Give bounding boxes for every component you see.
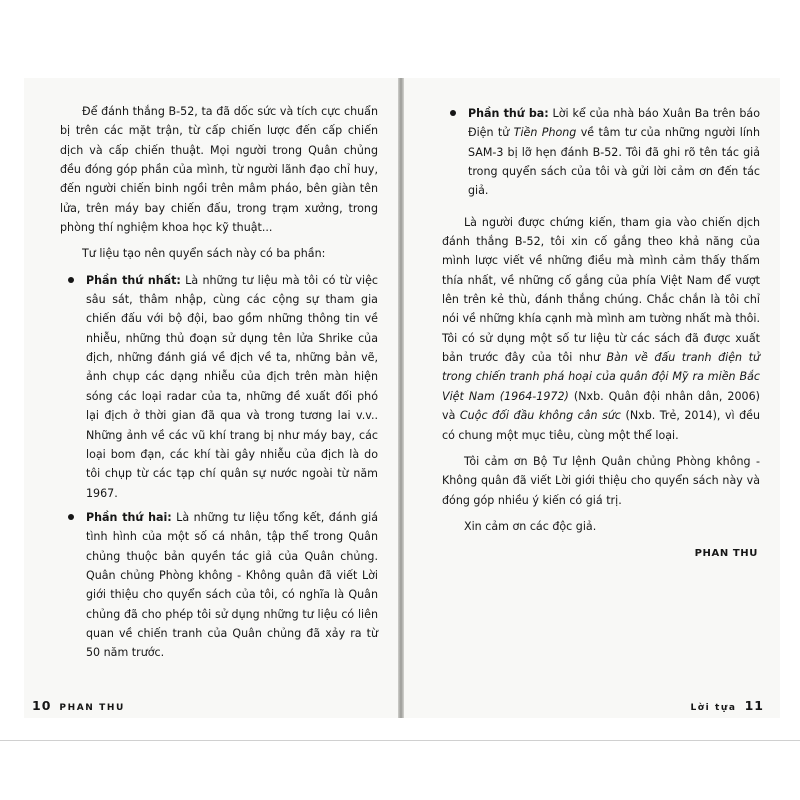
right-paragraph-2: Tôi cảm ơn Bộ Tư lệnh Quân chủng Phòng không - Không quân đã viết Lời giới thiệu cho quyển sách này và đóng góp nhiều ý kiến có giá trị.: [442, 454, 760, 507]
bullet-part-two-text: Là những tư liệu tổng kết, đánh giá tình hình của một số cá nhân, tập thể trong Quân chủng thuộc bản quyền tác giả của Quân chủng. Quân chủng Phòng không - Không quân đã viết Lời giới thiệu cho quyển sách của tôi, có nghĩa là Quân chủng đã cho phép tôi sử dụng những tư liệu có liên quan về chiến tranh của Quân chủng đã xảy ra từ 50 năm trước.: [86, 510, 378, 660]
bullet-part-one: [60, 271, 378, 503]
right-paragraph-1-b: (Nxb. Quân đội nhân dân, 2006) và: [442, 389, 760, 423]
left-page-footer: [32, 698, 125, 713]
right-paragraph-3: Xin cảm ơn các độc giả.: [464, 519, 597, 533]
bullet-part-three: [442, 104, 760, 201]
author-signature: PHAN THU: [694, 548, 758, 560]
right-page-number: 11: [744, 698, 764, 713]
left-running-head: PHAN THU: [59, 703, 125, 713]
bullet-part-three-text-before: Lời kể của nhà báo Xuân Ba trên báo Điện tử: [468, 107, 760, 140]
book-title-1: Bàn về đấu tranh điện tử trong chiến tranh phá hoại của quân đội Mỹ ra miền Bắc Việt Nam (1964-1972): [442, 351, 760, 403]
bullet-part-one-text: Là những tư liệu mà tôi có từ việc sâu sát, thâm nhập, cùng các cộng sự tham gia chiến đấu với bộ đội, bao gồm những thông tin về nhiễu, những thủ đoạn sử dụng tên lửa Shrike của địch, những đánh giá về địch về ta, những bản vẽ, ảnh chụp các dạng nhiễu của địch trên màn hiện sóng các loại radar của ta, những đề xuất đối phó lại địch ở thời gian đã qua và trong tương lai v.v.. Những ảnh về các vũ khí trang bị như máy bay, các loại bom đạn, các khí tài gây nhiễu của địch là do tôi chụp từ các tạp chí quân sự nước ngoài từ năm 1967.: [86, 273, 378, 500]
right-paragraph-1-a: Là người được chứng kiến, tham gia vào chiến dịch đánh thắng B-52, tôi xin cố gắng theo khả năng của mình lược viết về những điều mà mình cảm thấy thấm thía nhất, về những cố gắng của phía Việt Nam để vượt lên trên kẻ thù, đánh thắng chúng. Chắc chắn là tôi chỉ nói về những khía cạnh mà mình am tường nhất mà thôi. Tôi có sử dụng một số tư liệu từ các sách đã được xuất bản trước đây của tôi như: [442, 215, 760, 365]
right-page-text: [442, 104, 760, 564]
right-paragraph-1: [442, 213, 760, 445]
right-page-footer: [690, 698, 764, 713]
left-page: [24, 78, 398, 718]
bullet-dot-icon: [68, 277, 74, 283]
table-edge-divider: [0, 740, 800, 741]
right-running-head: Lời tựa: [690, 703, 737, 713]
bullet-dot-icon: [68, 514, 74, 520]
newspaper-title: Tiền Phong: [513, 126, 577, 140]
right-paragraph-1-c: (Nxb. Trẻ, 2014), vì đều có chung một mục tiêu, cùng một thể loại.: [442, 409, 760, 442]
left-page-text: [60, 102, 378, 668]
bullet-part-two-label: Phần thứ hai:: [86, 510, 172, 524]
left-paragraph-1: Để đánh thắng B-52, ta đã dốc sức và tích cực chuẩn bị trên các mặt trận, từ cấp chiến lược đến cấp chiến dịch và cấp chiến thuật. Mọi người trong Quân chủng đều đóng góp phần của mình, từ người lãnh đạo chỉ huy, đến người chiến binh ngồi trên mâm pháo, bên giàn tên lửa, trên máy bay chiến đấu, trong trạm xưởng, trong phòng thí nghiệm khoa học kỹ thuật...: [60, 105, 378, 235]
bullet-part-three-text-after: về tâm tư của những người lính SAM-3 bị lỡ hẹn đánh B-52. Tôi đã ghi rõ tên tác giả trong quyển sách của tôi và gửi lời cảm ơn đến tác giả.: [468, 126, 760, 198]
bullet-dot-icon: [450, 110, 456, 116]
left-page-number: 10: [32, 698, 52, 713]
book-title-2: Cuộc đối đầu không cân sức: [459, 409, 622, 423]
bullet-part-two: [60, 508, 378, 663]
right-page: [404, 78, 780, 718]
bullet-part-one-label: Phần thứ nhất:: [86, 273, 181, 287]
left-paragraph-2: Tư liệu tạo nên quyển sách này có ba phần:: [82, 247, 326, 261]
bullet-part-three-label: Phần thứ ba:: [468, 107, 549, 120]
